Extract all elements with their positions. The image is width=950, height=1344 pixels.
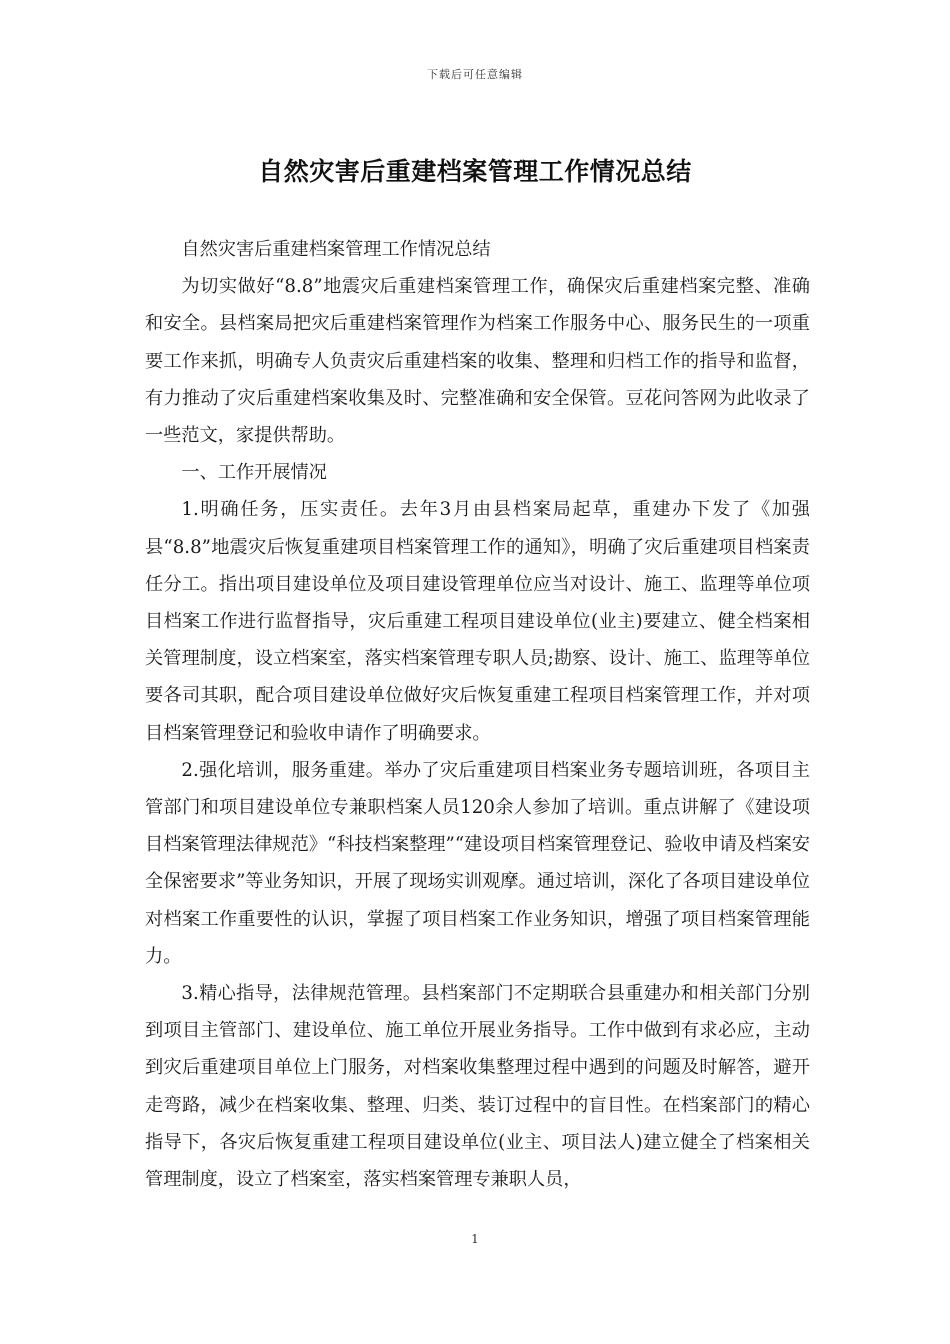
page-number: 1 — [471, 1232, 479, 1246]
paragraph-subtitle: 自然灾害后重建档案管理工作情况总结 — [181, 239, 491, 260]
paragraph-item-1: 1.明确任务，压实责任。去年3月由县档案局起草，重建办下发了《加强县“8.8”地震灾后恢复重建项目档案管理工作的通知》，明确了灾后重建项目档案责任分工。指出项目建设单位及项目建设管理单位应当对设计、施工、监理等单位项目档案工作进行监督指导，灾后重建工程项目建设单位(业主)要建立、健全档案相关管理制度，设立档案室，落实档案管理专职人员;勘察、设计、施工、监理等单位要各司其职，配合项目建设单位做好灾后恢复重建工程项目档案管理工作，并对项目档案管理登记和验收申请作了明确要求。 — [145, 499, 810, 744]
section-heading: 一、工作开展情况 — [181, 462, 327, 484]
document-body — [145, 231, 810, 1198]
paragraph-item-3: 3.精心指导，法律规范管理。县档案部门不定期联合县重建办和相关部门分别到项目主管部门、建设单位、施工单位开展业务指导。工作中做到有求必应，主动到灾后重建项目单位上门服务，对档案收集整理过程中遇到的问题及时解答，避开走弯路，减少在档案收集、整理、归类、装订过程中的盲目性。在档案部门的精心指导下，各灾后恢复重建工程项目建设单位(业主、项目法人)建立健全了档案相关管理制度，设立了档案室，落实档案管理专兼职人员， — [145, 983, 810, 1191]
paragraph-item-2: 2.强化培训，服务重建。举办了灾后重建项目档案业务专题培训班，各项目主管部门和项目建设单位专兼职档案人员120余人参加了培训。重点讲解了《建设项目档案管理法律规范》“科技档案整理”“建设项目档案管理登记、验收申请及档案安全保密要求”等业务知识，开展了现场实训观摩。通过培训，深化了各项目建设单位对档案工作重要性的认识，掌握了项目档案工作业务知识，增强了项目档案管理能力。 — [145, 759, 810, 967]
document-title: 自然灾害后重建档案管理工作情况总结 — [258, 157, 692, 186]
page-header-note: 下载后可任意编辑 — [427, 68, 523, 81]
paragraph-intro: 为切实做好“8.8”地震灾后重建档案管理工作，确保灾后重建档案完整、准确和安全。县档案局把灾后重建档案管理作为档案工作服务中心、服务民生的一项重要工作来抓，明确专人负责灾后重建档案的收集、整理和归档工作的指导和监督，有力推动了灾后重建档案收集及时、完整准确和安全保管。豆花问答网为此收录了一些范文，家提供帮助。 — [145, 276, 810, 447]
